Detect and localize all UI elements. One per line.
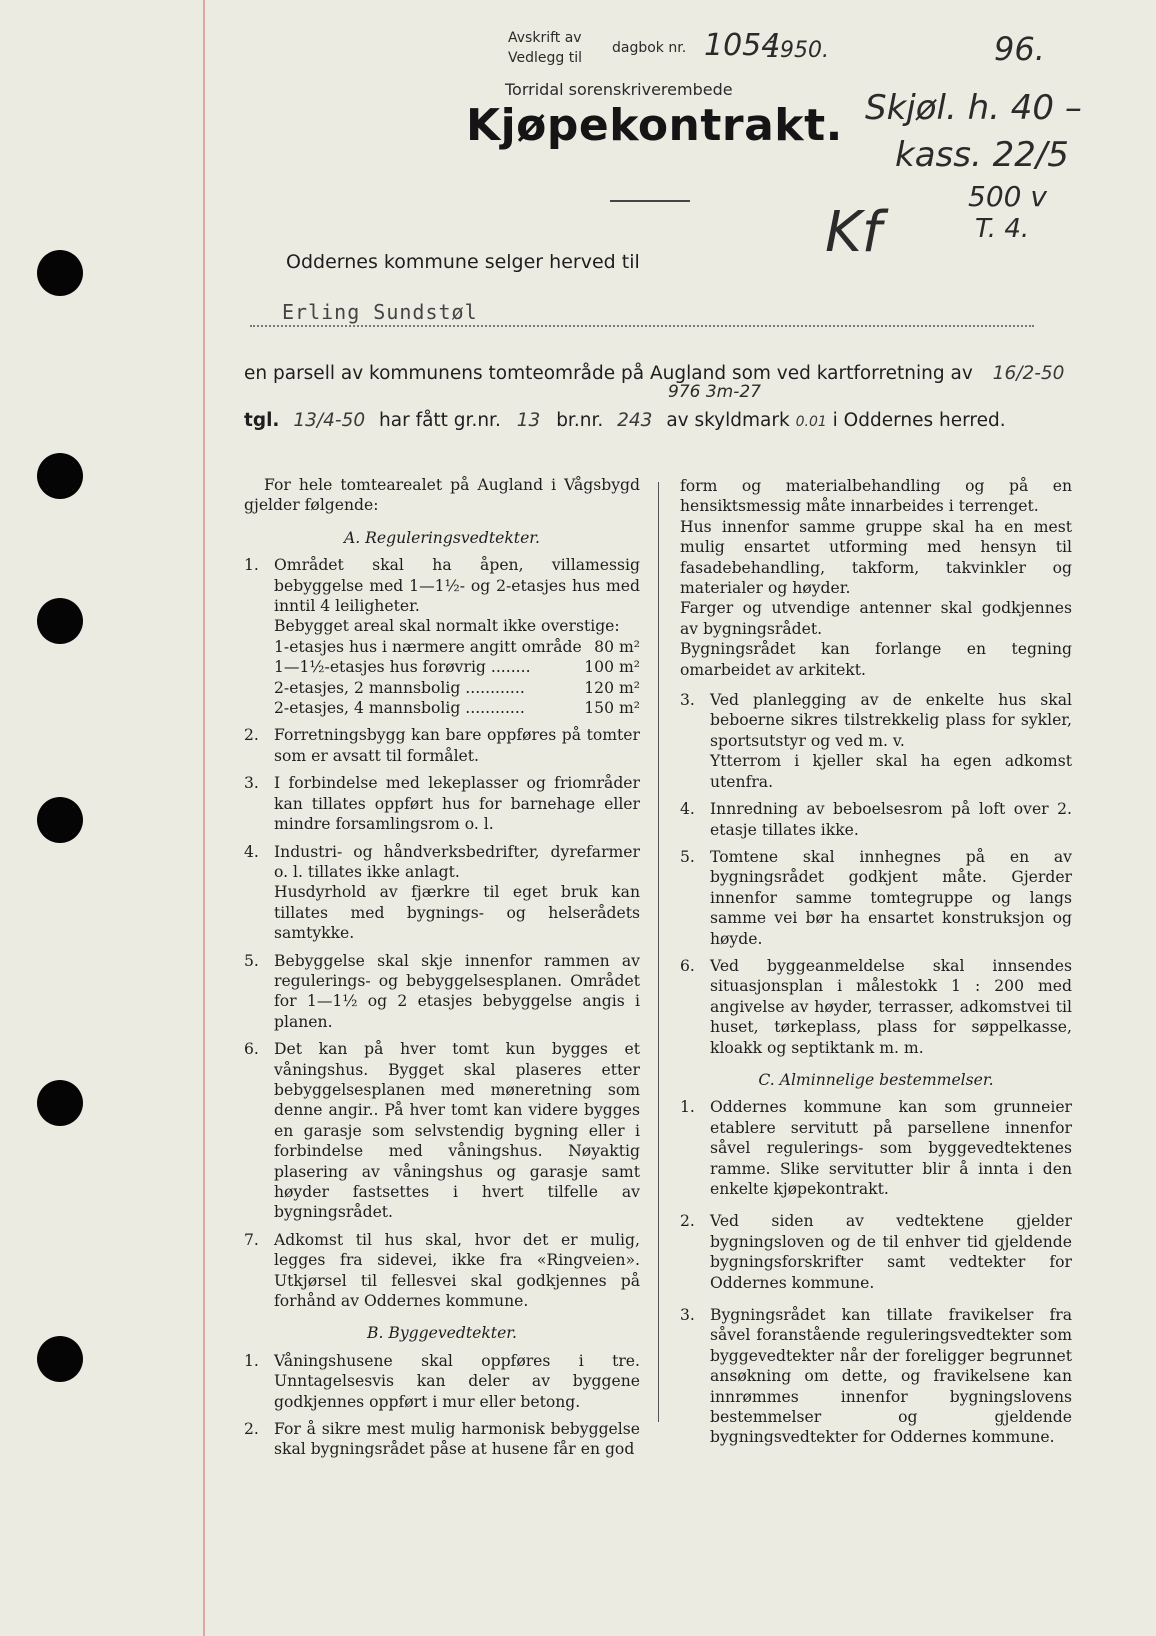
binder-hole <box>37 598 83 644</box>
skyld-label: av skyldmark <box>666 410 790 431</box>
term-a3 <box>244 773 640 834</box>
parcel-text: en parsell av kommunens tomteområde på Augland som ved kartforretning av <box>244 363 973 384</box>
term-subtext: Ytterrom i kjeller skal ha egen adkomst utenfra. <box>710 752 1072 791</box>
term-number: 1. <box>244 1351 259 1370</box>
stamp-dagbok-label: dagbok nr. <box>612 40 687 56</box>
page-number: 96. <box>994 30 1045 68</box>
title-underline <box>610 200 690 202</box>
term-b5 <box>680 847 1072 949</box>
term-text: Industri- og håndverksbedrifter, dyrefarmer o. l. tillates ikke anlagt. <box>274 842 640 881</box>
term-a5 <box>244 951 640 1033</box>
term-number: 2. <box>244 1420 259 1439</box>
column-divider <box>658 482 659 1422</box>
term-c3 <box>680 1305 1072 1448</box>
seller-text: Oddernes kommune selger herved til <box>286 251 640 273</box>
term-number: 6. <box>244 1040 259 1059</box>
area-row <box>274 698 640 718</box>
area-row <box>274 637 640 657</box>
herred-text: i Oddernes herred. <box>832 410 1006 431</box>
term-text: form og materialbehandling og på en hensiktsmessig måte innarbeides i terrenget. <box>680 477 1072 516</box>
buyer-name: Erling Sundstøl <box>282 300 478 324</box>
stamp-vedlegg: Vedlegg til <box>508 50 582 66</box>
brnr-label: br.nr. <box>556 410 604 431</box>
term-number: 4. <box>244 842 259 861</box>
binder-hole <box>37 1336 83 1382</box>
term-number: 2. <box>244 726 259 745</box>
term-text: Våningshusene skal oppføres i tre. Unntagelsesvis kan deler av byggene godkjennes oppført i mur eller betong. <box>274 1351 640 1411</box>
term-b3 <box>680 690 1072 792</box>
area-note: 976 3m-27 <box>668 382 761 402</box>
parcel-line-2 <box>244 410 1006 431</box>
binder-hole <box>37 250 83 296</box>
term-subtext: Husdyrhold av fjærkre til eget bruk kan tillates med bygnings- og helserådets samtykke. <box>274 883 640 943</box>
terms-right-column <box>680 476 1072 1448</box>
term-number: 3. <box>680 1306 695 1325</box>
term-text: Ved siden av vedtektene gjelder bygningsloven og de til enhver tid gjeldende bygningsforskrifter samt vedtekter for Oddernes kommune. <box>710 1212 1072 1292</box>
term-text: Oddernes kommune kan som grunneier etablere servitutt på parsellene innenfor såvel regulerings- som byggevedtektenes ramme. Slike servitutter blir å innta i den enkelte kjøpekontrakt. <box>710 1098 1072 1198</box>
term-b4 <box>680 799 1072 840</box>
binder-hole <box>37 453 83 499</box>
term-text: Tomtene skal innhegnes på en av bygningsrådet godkjent måte. Gjerder innenfor samme tomtegruppe og langs samme vei bør ha ensartet konstruksjon og høyde. <box>710 847 1072 948</box>
area-row <box>274 657 640 677</box>
binder-hole <box>37 1080 83 1126</box>
term-a4 <box>244 842 640 944</box>
term-number: 7. <box>244 1230 259 1249</box>
term-number: 5. <box>244 951 259 970</box>
tgl-date: 13/4-50 <box>293 410 366 431</box>
term-c2 <box>680 1211 1072 1293</box>
term-subtext: Hus innenfor samme gruppe skal ha en mest mulig ensartet utforming med hensyn til fasadebehandling, takform, takvinkler og materialer og høyder. <box>680 517 1072 598</box>
area-table <box>274 637 640 719</box>
area-label: 1-etasjes hus i nærmere angitt område <box>274 637 582 656</box>
term-number: 3. <box>244 774 259 793</box>
term-subtext: Bygningsrådet kan forlange en tegning omarbeidet av arkitekt. <box>680 640 1072 679</box>
area-value: 80 m² <box>594 637 640 656</box>
brnr-value: 243 <box>617 410 653 431</box>
term-number: 4. <box>680 800 695 819</box>
terms-left-column <box>244 475 640 1460</box>
buyer-dotted-line <box>250 325 1034 327</box>
document-title: Kjøpekontrakt. <box>466 100 843 151</box>
area-value: 150 m² <box>584 699 640 718</box>
area-label: 2-etasjes, 4 mannsbolig ............ <box>274 699 525 718</box>
section-b-title: B. Byggevedtekter. <box>367 1324 517 1343</box>
terms-intro: For hele tomtearealet på Augland i Vågsbygd gjelder følgende: <box>244 476 640 515</box>
term-text: Adkomst til hus skal, hvor det er mulig, legges fra sidevei, ikke fra «Ringveien». Utkjørsel til fellesvei skal godkjennes på forhånd av Oddernes kommune. <box>274 1230 640 1311</box>
term-number: 5. <box>680 847 695 866</box>
term-text: Ved planlegging av de enkelte hus skal beboerne sikres tilstrekkelig plass for sykler, sportsutstyr og ved m. v. <box>710 691 1072 750</box>
margin-rule <box>203 0 205 1636</box>
area-label: 1—1½-etasjes hus forøvrig ........ <box>274 658 531 677</box>
area-label: 2-etasjes, 2 mannsbolig ............ <box>274 678 525 697</box>
term-a2 <box>244 725 640 766</box>
term-text: Forretningsbygg kan bare oppføres på tomter som er avsatt til formålet. <box>274 726 640 765</box>
term-text: Det kan på hver tomt kun bygges et våningshus. Bygget skal plaseres etter bebyggelsesplanen med møneretning som denne angir.. På hver tomt kan videre bygges en garasje som selvstendig bygning eller i forbindelse med våningshus. Nøyaktig plasering av våningshus og garasje samt høyder fastsettes i hvert tilfelle av bygningsrådet. <box>274 1040 640 1222</box>
term-number: 1. <box>680 1098 695 1117</box>
section-c-title: C. Alminnelige bestemmelser. <box>758 1070 994 1089</box>
term-a1 <box>244 555 640 718</box>
term-text: Ved byggeanmeldelse skal innsendes situasjonsplan i målestokk 1 : 200 med angivelse av høyder, terrasser, adkomstvei til huset, tørkeplass, plass for søppelkasse, kloakk og septiktank m. m. <box>710 956 1072 1057</box>
skyld-value: 0.01 <box>795 414 827 430</box>
annotation-skjot: Skjøl. h. 40 – <box>865 88 1082 128</box>
term-number: 1. <box>244 556 259 575</box>
term-b1 <box>244 1351 640 1412</box>
term-text: Bebyggelse skal skje innenfor rammen av regulerings- og bebyggelsesplanen. Området for 1—1½ og 2 etasjes bebyggelse angis i planen. <box>274 951 640 1031</box>
term-text: For å sikre mest mulig harmonisk bebyggelse skal bygningsrådet påse at husene får en god <box>274 1420 640 1459</box>
term-b6 <box>680 956 1072 1058</box>
term-number: 6. <box>680 956 695 975</box>
dagbok-number: 1054 <box>704 28 781 63</box>
annotation-t4: T. 4. <box>975 214 1030 244</box>
tgl-label: tgl. <box>244 410 280 431</box>
binder-hole <box>37 797 83 843</box>
area-row <box>274 678 640 698</box>
term-subtext: Bebygget areal skal normalt ikke overstige: <box>274 617 620 636</box>
dagbok-year: 1950. <box>766 38 829 63</box>
term-b2-continued <box>680 476 1072 680</box>
grnr-label: har fått gr.nr. <box>379 410 501 431</box>
term-text: Innredning av beboelsesrom på loft over 2. etasje tillates ikke. <box>710 800 1072 839</box>
area-value: 100 m² <box>584 658 640 677</box>
stamp-avskrift: Avskrift av <box>508 30 582 46</box>
term-c1 <box>680 1097 1072 1199</box>
section-a-title: A. Reguleringsvedtekter. <box>343 528 540 547</box>
term-text: I forbindelse med lekeplasser og friområder kan tillates oppført hus for barnehage eller mindre forsamlingsrom o. l. <box>274 774 640 834</box>
term-text: Området skal ha åpen, villamessig bebyggelse med 1—1½- og 2-etasjes hus med inntil 4 leiligheter. <box>274 556 640 616</box>
term-number: 2. <box>680 1212 695 1231</box>
office-stamp: Torridal sorenskriverembede <box>505 80 733 99</box>
term-subtext: Farger og utvendige antenner skal godkjennes av bygningsrådet. <box>680 599 1072 638</box>
annotation-kass: kass. 22/5 <box>895 135 1069 175</box>
term-text: Bygningsrådet kan tillate fravikelser fra såvel foranstående reguleringsvedtekter som byggevedtekter når der foreligger begrunnet ansøkning om dette, og fravikelsene kan innrømmes innenfor bygningslovens bestemmelser og gjeldende bygningsvedtekter for Oddernes kommune. <box>710 1306 1072 1447</box>
term-b2 <box>244 1419 640 1460</box>
parcel-line-1 <box>244 363 1064 384</box>
area-value: 120 m² <box>584 678 640 697</box>
term-a6 <box>244 1039 640 1223</box>
grnr-value: 13 <box>516 410 541 431</box>
kart-date: 16/2-50 <box>992 363 1065 384</box>
annotation-fee: 500 v <box>968 180 1047 213</box>
term-a7 <box>244 1230 640 1312</box>
term-number: 3. <box>680 691 695 710</box>
initials-signature: Kf <box>825 200 882 265</box>
